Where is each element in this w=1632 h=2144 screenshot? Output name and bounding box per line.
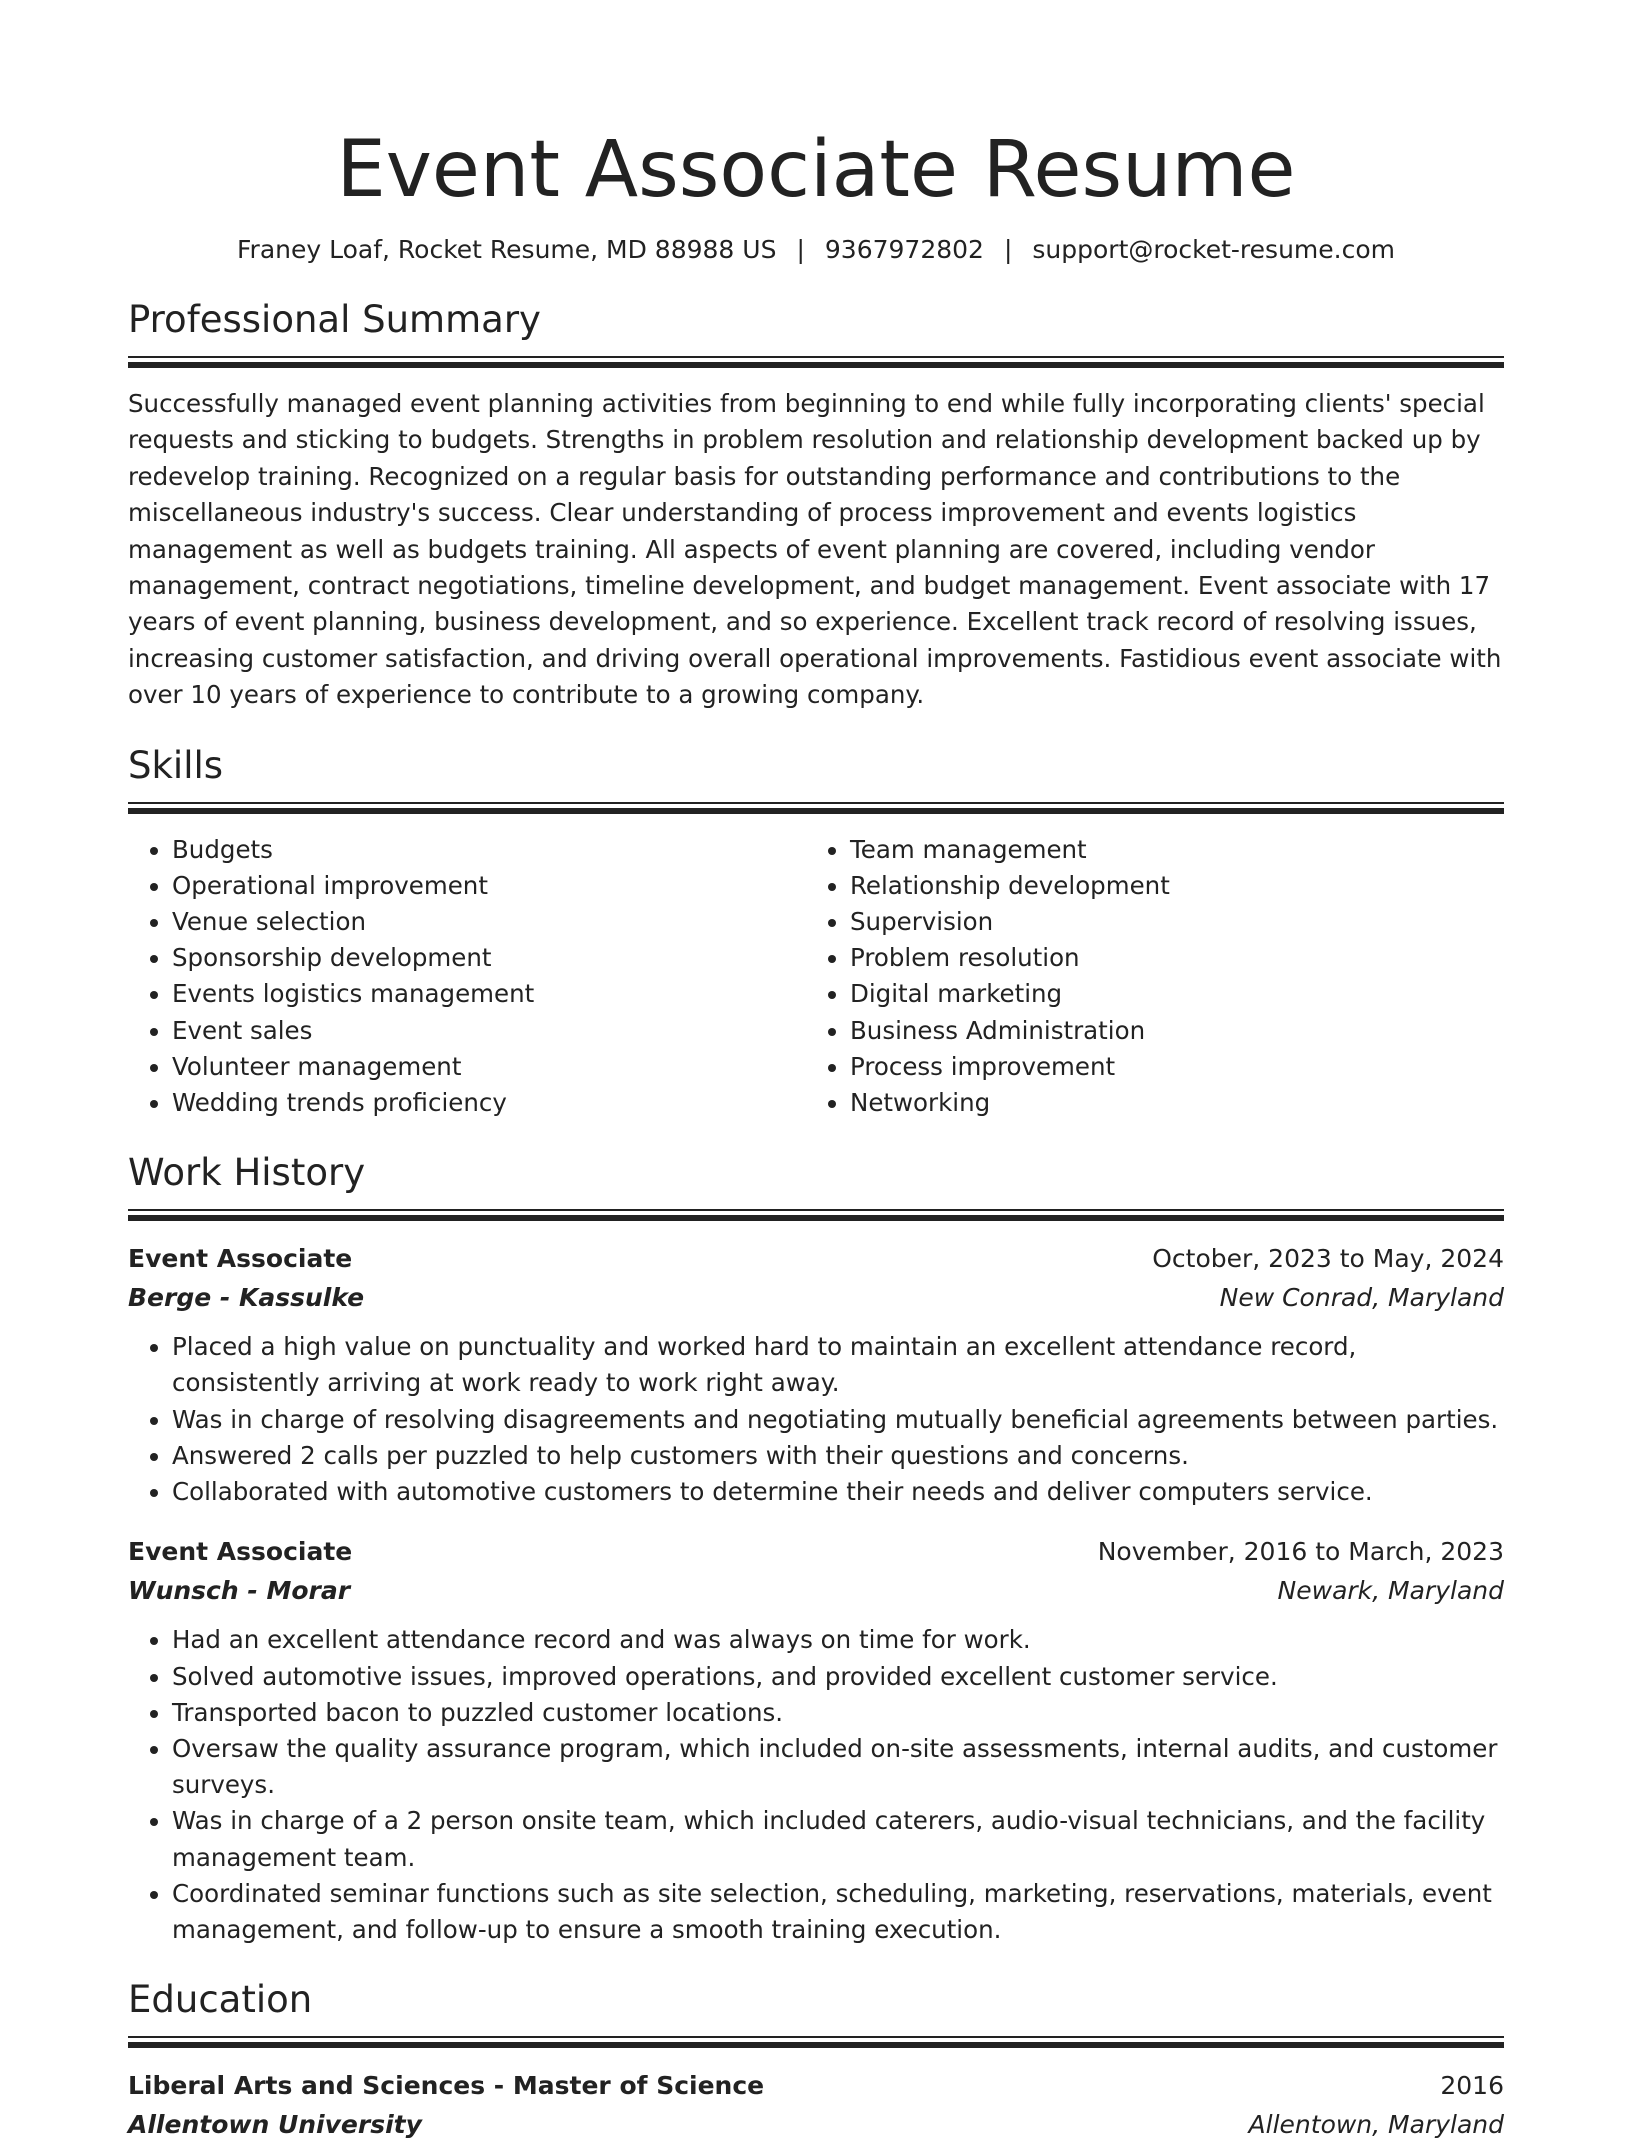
skill-item: • Team management [850, 832, 1484, 868]
skill-item: • Budgets [172, 832, 806, 868]
job-bullets [128, 1622, 1504, 1948]
section-divider [128, 802, 1504, 814]
job-bullet: • Placed a high value on punctuality and worked hard to maintain an excellent attendance record, consistently arriving at work ready to work right away. [172, 1329, 1504, 1401]
job-entry [128, 1532, 1504, 1948]
section-divider [128, 2036, 1504, 2048]
job-bullet: • Collaborated with automotive customers to determine their needs and deliver computers service. [172, 1474, 1504, 1510]
skill-item: • Wedding trends proficiency [172, 1085, 806, 1121]
skill-item: • Business Administration [850, 1013, 1484, 1049]
job-dates: October, 2023 to May, 2024 [1152, 1244, 1504, 1274]
job-bullet: • Solved automotive issues, improved operations, and provided excellent customer service. [172, 1659, 1504, 1695]
job-header [128, 1239, 1504, 1278]
skill-item: • Problem resolution [850, 940, 1484, 976]
education-year: 2016 [1440, 2071, 1504, 2101]
job-bullets [128, 1329, 1504, 1510]
skill-item: • Operational improvement [172, 868, 806, 904]
education-location: Allentown, Maryland [1248, 2110, 1504, 2140]
section-heading-work: Work History [128, 1151, 366, 1195]
job-location: New Conrad, Maryland [1219, 1283, 1504, 1313]
job-location: Newark, Maryland [1277, 1576, 1504, 1606]
skill-item: • Venue selection [172, 904, 806, 940]
contact-separator: | [1003, 235, 1013, 264]
job-subheader [128, 1571, 1504, 1610]
job-entry [128, 1239, 1504, 1510]
job-bullet: • Transported bacon to puzzled customer locations. [172, 1695, 1504, 1731]
contact-address: Franey Loaf, Rocket Resume, MD 88988 US [236, 235, 777, 264]
skill-item: • Volunteer management [172, 1049, 806, 1085]
job-company: Berge - Kassulke [128, 1283, 365, 1313]
skill-item: • Process improvement [850, 1049, 1484, 1085]
skill-item: • Digital marketing [850, 976, 1484, 1012]
resume-page [128, 0, 1504, 2144]
skills-list [128, 832, 1504, 1122]
job-bullet: • Oversaw the quality assurance program, which included on-site assessments, internal audits, and customer surveys. [172, 1731, 1504, 1803]
job-bullet: • Was in charge of a 2 person onsite team, which included caterers, audio-visual technicians, and the facility management team. [172, 1803, 1504, 1875]
skill-item: • Event sales [172, 1013, 806, 1049]
contact-separator: | [796, 235, 805, 264]
education-subheader [128, 2105, 1504, 2144]
job-bullet: • Answered 2 calls per puzzled to help customers with their questions and concerns. [172, 1438, 1504, 1474]
job-title: Event Associate [128, 1244, 353, 1274]
skill-item: • Supervision [850, 904, 1484, 940]
job-subheader [128, 1278, 1504, 1317]
education-header [128, 2066, 1504, 2105]
section-divider [128, 1209, 1504, 1221]
section-heading-summary: Professional Summary [128, 298, 541, 341]
job-bullet: • Was in charge of resolving disagreements and negotiating mutually beneficial agreements between parties. [172, 1402, 1504, 1438]
skills-column-right [806, 832, 1484, 1122]
job-header [128, 1532, 1504, 1571]
skills-column-left [128, 832, 806, 1122]
resume-title: Event Associate Resume [336, 125, 1296, 215]
job-company: Wunsch - Morar [128, 1576, 351, 1606]
skill-item: • Sponsorship development [172, 940, 806, 976]
skill-item: • Networking [850, 1085, 1484, 1121]
job-bullet: • Had an excellent attendance record and was always on time for work. [172, 1622, 1504, 1658]
contact-phone: 9367972802 [824, 235, 984, 264]
section-heading-skills: Skills [128, 743, 224, 787]
contact-line [128, 232, 1504, 268]
education-degree: Liberal Arts and Sciences - Master of Science [128, 2071, 765, 2101]
skill-item: • Relationship development [850, 868, 1484, 904]
education-school: Allentown University [128, 2110, 422, 2140]
skill-item: • Events logistics management [172, 976, 806, 1012]
job-dates: November, 2016 to March, 2023 [1097, 1537, 1504, 1567]
job-title: Event Associate [128, 1537, 353, 1567]
summary-text: Successfully managed event planning activities from beginning to end while fully incorporating clients' special requests and sticking to budgets. Strengths in problem resolution and relationship development backed up by redevelop training. Recognized on a regular basis for outstanding performance and contributions to the miscellaneous industry's success. Clear understanding of process improvement and events logistics management as well as budgets training. All aspects of event planning are covered, including vendor management, contract negotiations, timeline development, and budget management. Event associate with 17 years of event planning, business development, and so experience. Excellent track record of resolving issues, increasing customer satisfaction, and driving overall operational improvements. Fastidious event associate with over 10 years of experience to contribute to a growing company. [128, 389, 1502, 710]
section-divider [128, 356, 1504, 368]
job-bullet: • Coordinated seminar functions such as site selection, scheduling, marketing, reservations, materials, event management, and follow-up to ensure a smooth training execution. [172, 1876, 1504, 1948]
section-heading-education: Education [128, 1978, 313, 2022]
contact-email: support@rocket-resume.com [1032, 235, 1395, 264]
